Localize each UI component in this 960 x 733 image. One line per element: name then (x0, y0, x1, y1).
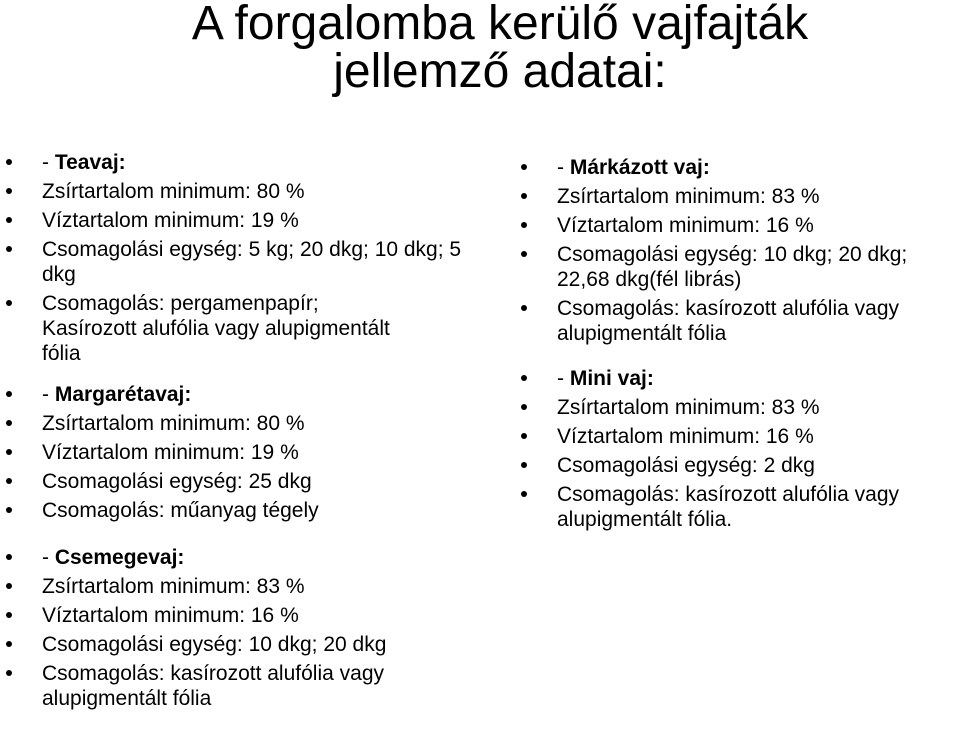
section-title: Mini vaj: (569, 367, 654, 390)
dash: - (42, 546, 55, 569)
list-item: Csomagolási egység: 5 kg; 20 dkg; 10 dkg; 5 dkg (42, 238, 462, 286)
list-item: Csomagolás: kasírozott alufólia vagy alupigmentált fólia (42, 661, 452, 711)
list-item: Csomagolási egység: 25 dkg (42, 469, 462, 494)
section-heading-csemegevaj (42, 545, 462, 570)
dash: - (557, 156, 570, 179)
page-title (100, 0, 900, 96)
section-heading-mini-vaj (557, 366, 957, 391)
section-title: Margarétavaj: (54, 383, 192, 406)
list-item: Víztartalom minimum: 16 % (557, 213, 957, 238)
list-item: Csomagolási egység: 2 dkg (557, 453, 957, 478)
list-item: Zsírtartalom minimum: 83 % (557, 395, 957, 420)
list-item: Csomagolási egység: 10 dkg; 20 dkg; 22,68 dkg(fél librás) (557, 242, 957, 292)
dash: - (42, 151, 55, 174)
section-heading-margaretavaj (42, 382, 462, 407)
list-item: Víztartalom minimum: 19 % (42, 208, 462, 233)
list-item: Zsírtartalom minimum: 80 % (42, 411, 462, 436)
list-item: Zsírtartalom minimum: 83 % (557, 184, 957, 209)
dash: - (42, 383, 55, 406)
section-heading-markazott-vaj (557, 155, 957, 180)
list-item: Víztartalom minimum: 16 % (557, 424, 957, 449)
list-item: Zsírtartalom minimum: 83 % (42, 574, 462, 599)
title-line-2: jellemző adatai: (333, 45, 667, 98)
list-item: Csomagolás: műanyag tégely (42, 498, 462, 523)
section-title: Csemegevaj: (54, 546, 185, 569)
section-heading-teavaj (42, 150, 462, 175)
left-column (42, 150, 462, 715)
right-column (557, 155, 957, 536)
dash: - (557, 367, 570, 390)
list-item: Csomagolás: pergamenpapír; Kasírozott alufólia vagy alupigmentált fólia (42, 291, 397, 366)
list-item: Csomagolás: kasírozott alufólia vagy alupigmentált fólia (557, 296, 957, 346)
list-item: Csomagolás: kasírozott alufólia vagy alupigmentált fólia. (557, 482, 957, 532)
title-line-1: A forgalomba kerülő vajfajták (191, 0, 809, 50)
list-item: Zsírtartalom minimum: 80 % (42, 179, 462, 204)
list-item: Víztartalom minimum: 19 % (42, 440, 462, 465)
list-item: Csomagolási egység: 10 dkg; 20 dkg (42, 632, 462, 657)
list-item: Víztartalom minimum: 16 % (42, 603, 462, 628)
section-title: Márkázott vaj: (569, 156, 710, 179)
section-title: Teavaj: (54, 151, 126, 174)
